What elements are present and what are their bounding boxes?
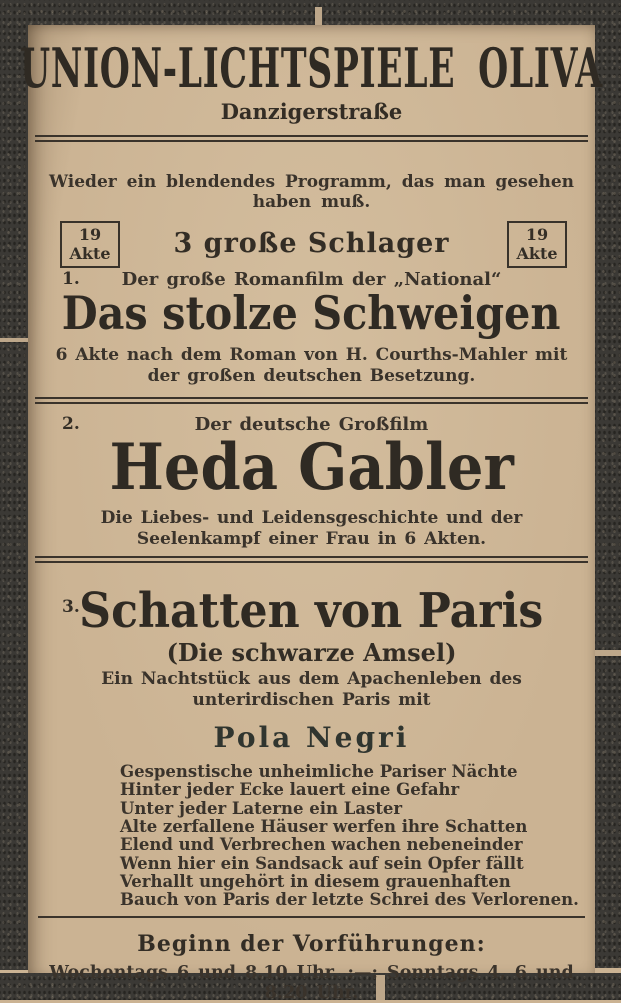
verse-line: Unter jeder Laterne ein Laster <box>120 798 403 818</box>
akte-badge-right <box>507 221 567 268</box>
frame-gap-right <box>595 650 621 656</box>
film-title-heading <box>28 583 595 640</box>
divider-masthead <box>35 135 588 142</box>
film-title-heading <box>28 286 595 340</box>
film-subtitle: (Die schwarze Amsel) <box>166 638 457 668</box>
verse-list <box>120 763 595 909</box>
verse-line: Bauch von Paris der letzte Schrei des Verlorenen. <box>120 890 579 910</box>
film-title: Das stolze Schweigen <box>62 286 561 340</box>
film-section-3 <box>28 583 595 910</box>
akte-badge-left <box>60 221 120 268</box>
intro-line: Wieder ein blendendes Programm, das man gesehen haben muß. <box>48 172 575 212</box>
advertisement-sheet <box>20 25 603 1003</box>
film-tagline: Der große Romanfilm der „National“ <box>121 269 502 290</box>
verse-line: Elend und Verbrechen wachen nebeneinder <box>120 835 523 855</box>
akte-count: 19 <box>525 225 549 244</box>
divider-showtimes <box>38 916 585 918</box>
film-number: 3. <box>62 597 80 618</box>
film-description: Die Liebes- und Leidensgeschichte und der Seelenkampf einer Frau in 6 Akten. <box>100 508 523 550</box>
film-number: 1. <box>62 269 80 289</box>
film-description: Ein Nachtstück aus dem Apachenleben des unterirdischen Paris mit <box>101 669 522 711</box>
film-title-heading <box>28 429 595 505</box>
verse-line: Hinter jeder Ecke lauert eine Gefahr <box>120 780 460 800</box>
cinema-address: Danzigerstraße <box>220 99 403 124</box>
verse-line: Gespenstische unheimliche Pariser Nächte <box>120 762 518 782</box>
film-tagline: Der deutsche Großfilm <box>194 413 429 435</box>
showtimes-heading: Beginn der Vorführungen: <box>137 930 486 957</box>
divider-film-1 <box>35 397 588 404</box>
frame-left <box>0 0 28 970</box>
schlager-heading: 3 große Schlager <box>173 228 450 259</box>
badge-row <box>28 221 595 269</box>
film-section-1 <box>28 269 595 387</box>
cinema-name: UNION-LICHTSPIELE OLIVA <box>20 36 603 100</box>
cinema-name-heading <box>20 36 603 100</box>
verse-line: Alte zerfallene Häuser werfen ihre Schatten <box>120 817 528 837</box>
showtimes-line: Wochentags 6 und 8.10 Uhr. :—: Sonntags 4, 6 und 8.20 Uhr. <box>49 962 574 1003</box>
film-number: 2. <box>62 413 80 434</box>
film-description: 6 Akte nach dem Roman von H. Courths-Mahler mit der großen deutschen Besetzung. <box>55 344 568 386</box>
frame-gap-left <box>0 338 28 342</box>
akte-label: Akte <box>69 244 111 263</box>
film-section-2 <box>28 414 595 550</box>
film-title: Heda Gabler <box>109 429 514 505</box>
akte-label: Akte <box>516 244 558 263</box>
divider-film-2 <box>35 556 588 563</box>
akte-count: 19 <box>78 225 102 244</box>
verse-line: Verhallt ungehört in diesem grauenhaften <box>120 871 511 891</box>
verse-line: Wenn hier ein Sandsack auf sein Opfer fällt <box>120 853 524 873</box>
star-name: Pola Negri <box>213 721 410 755</box>
frame-gap-top <box>315 7 322 25</box>
film-title: Schatten von Paris <box>79 583 544 640</box>
frame-right <box>595 0 621 968</box>
frame-top <box>0 0 621 25</box>
